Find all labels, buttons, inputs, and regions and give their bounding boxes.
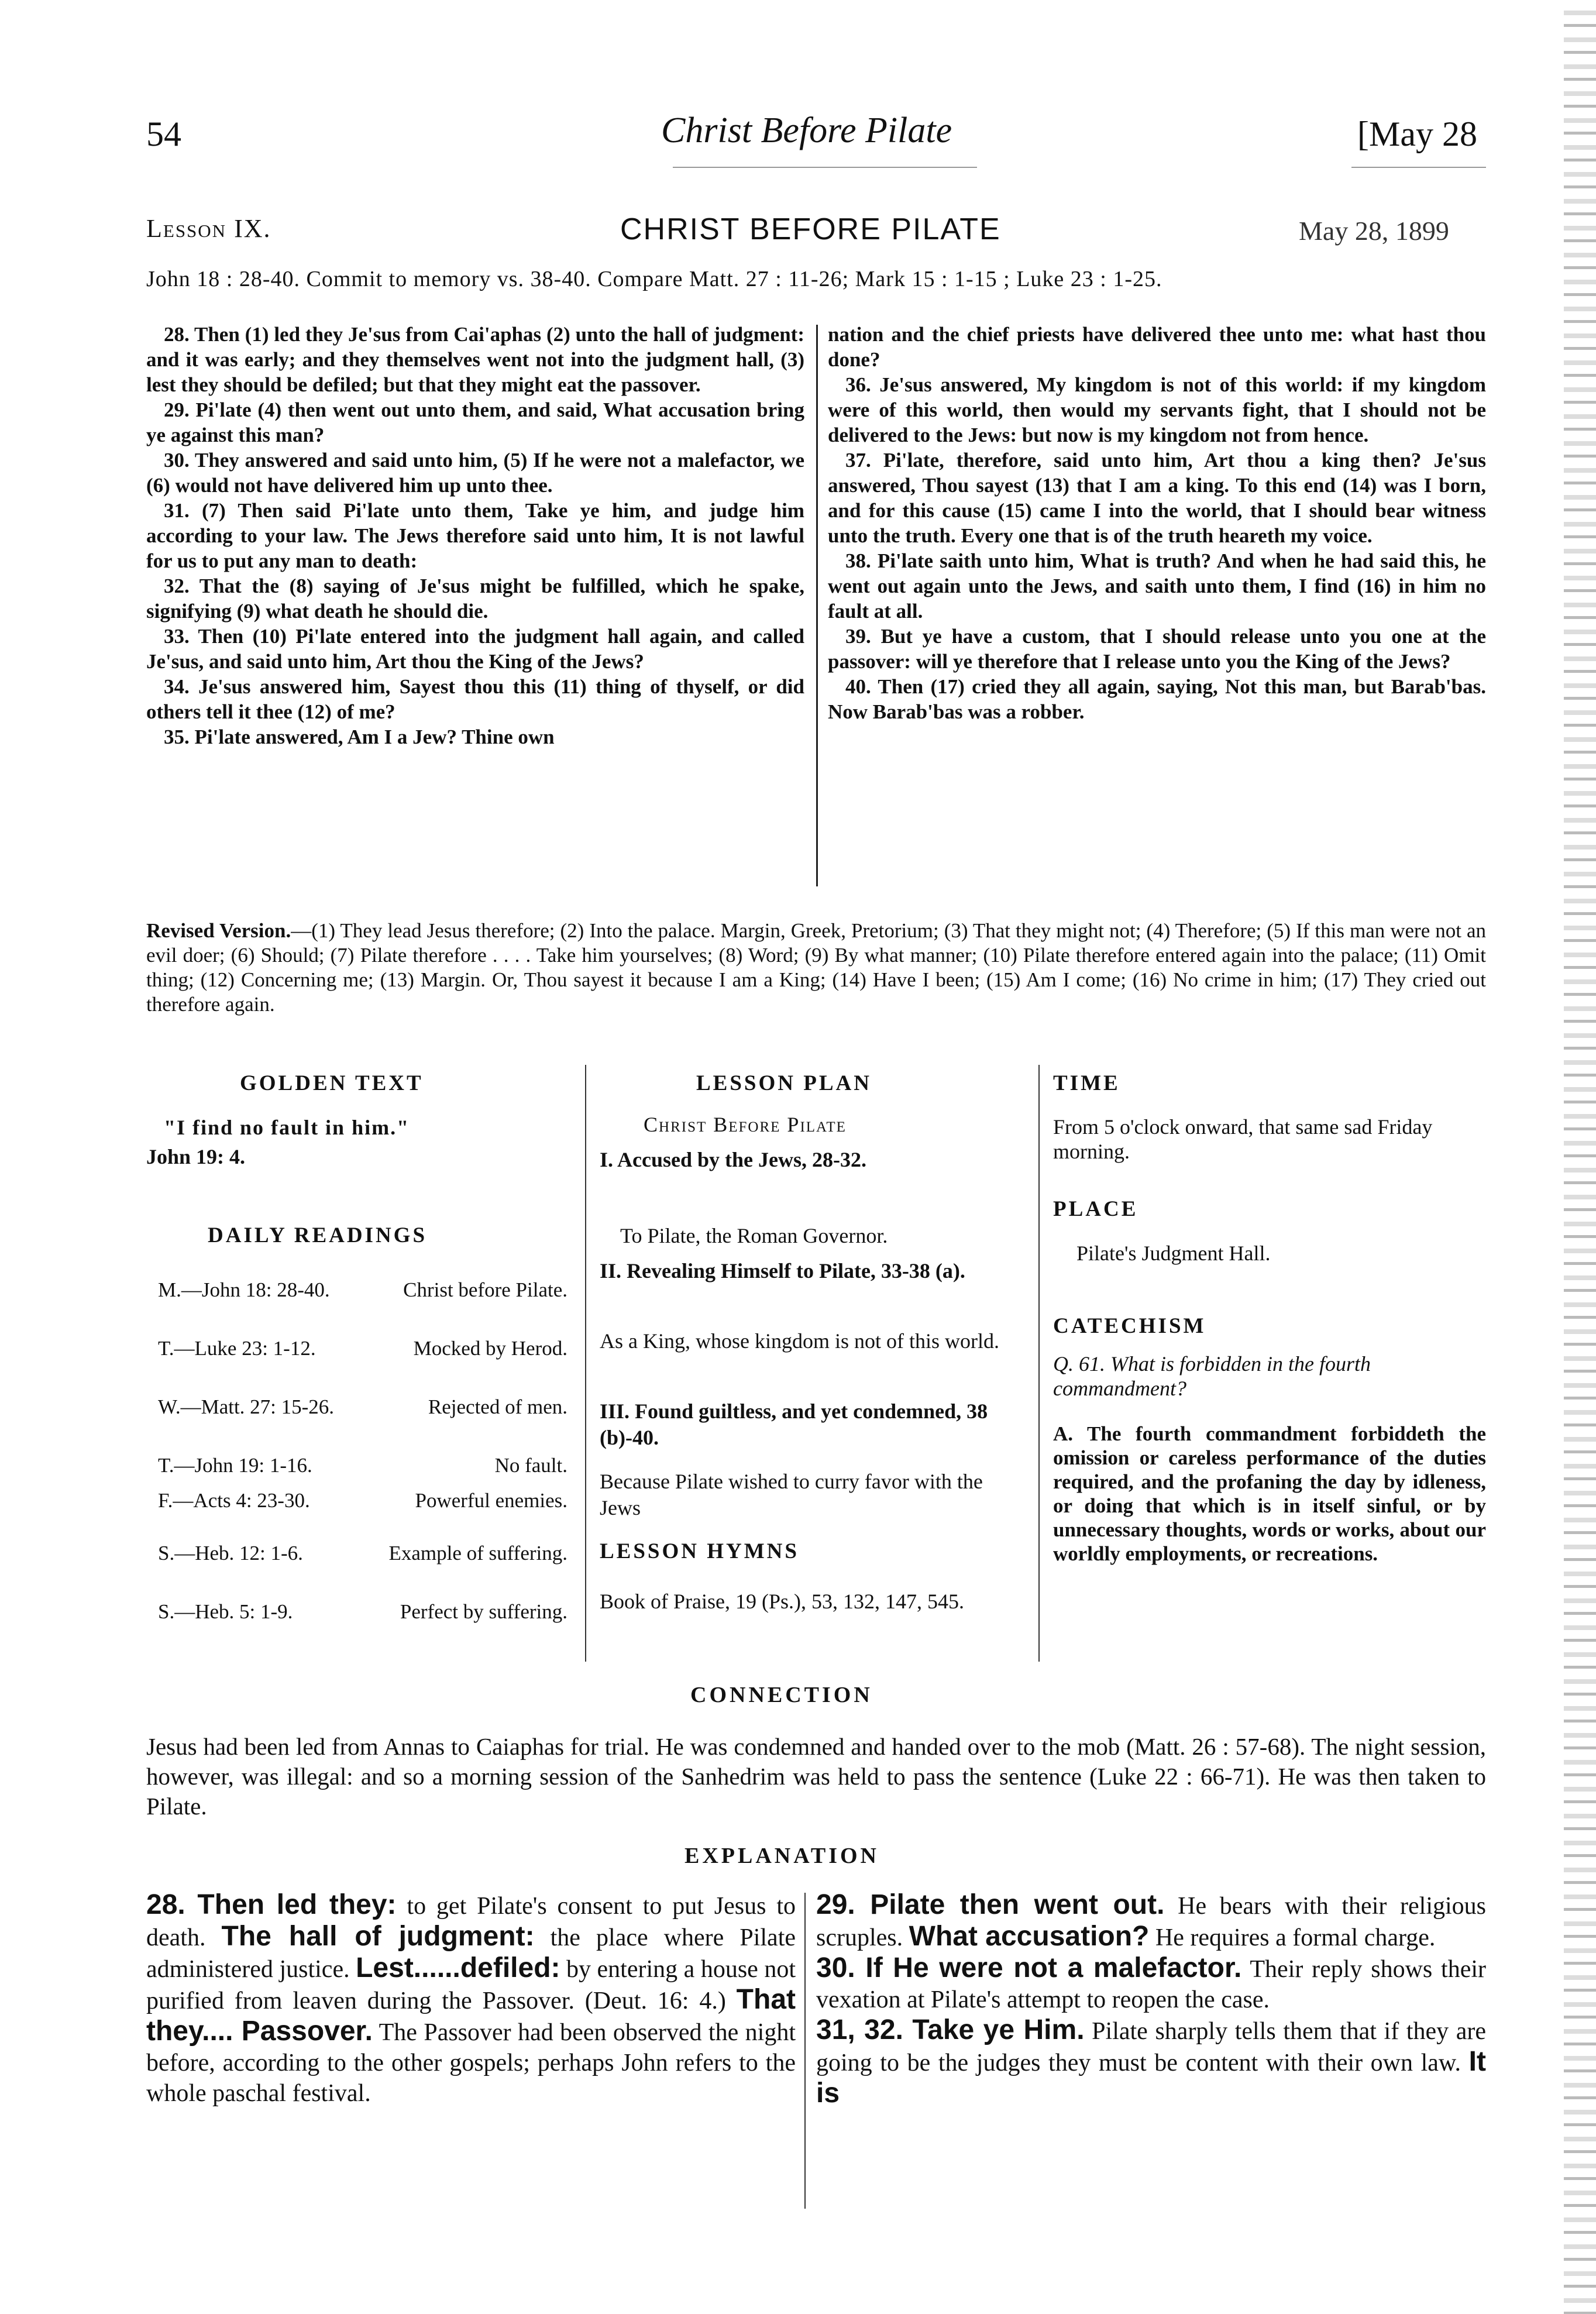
golden-text-ref: John 19: 4.: [146, 1145, 246, 1168]
scripture-reference: John 18 : 28-40. Commit to memory vs. 38-40. Compare Matt. 27 : 11-26; Mark 15 : 1-15 ; Luke 23 : 1-25.: [146, 267, 1162, 291]
revised-version-text: —(1) They lead Jesus therefore; (2) Into the palace. Margin, Greek, Pretorium; (3) That they might not; (4) Therefore; (5) If this man were not an evil doer; (6) Should; (7) Pilate therefore . . . . Take him yourselves; (8) Word; (9) By what manner; (10) Pilate therefore entered again into the palace; (11) Omit thing; (12) Concerning me; (13) Margin. Or, Thou sayest it because I am a King; (14) Have I been; (15) Am I come; (16) No crime in him; (17) They cried out therefore again.: [146, 919, 1486, 1016]
lesson-hymns-text: Book of Praise, 19 (Ps.), 53, 132, 147, 545.: [600, 1590, 964, 1613]
reading-item: T.—John 19: 1-16. No fault.: [158, 1454, 567, 1477]
lesson-plan-subtitle: Christ Before Pilate: [644, 1113, 847, 1136]
golden-text: "I find no fault in him.": [164, 1116, 410, 1139]
place-text: Pilate's Judgment Hall.: [1076, 1242, 1271, 1265]
reading-item: M.—John 18: 28-40. Christ before Pilate.: [158, 1278, 567, 1301]
note-key: 28. Then led they:: [146, 1889, 397, 1920]
revised-version-label: Revised Version.: [146, 919, 291, 942]
column-divider: [816, 325, 818, 886]
plan-point-3: III. Found guiltless, and yet condemned, 38 (b)-40.: [600, 1400, 988, 1449]
reading-item: S.—Heb. 5: 1-9. Perfect by suffering.: [158, 1600, 567, 1623]
catechism-heading: CATECHISM: [1053, 1314, 1206, 1338]
verse: 39. But ye have a custom, that I should release unto you one at the passover: will ye therefore that I release unto you the King of the Jews?: [828, 625, 1486, 673]
reading-item: T.—Luke 23: 1-12. Mocked by Herod.: [158, 1337, 567, 1360]
lesson-title: CHRIST BEFORE PILATE: [620, 212, 1001, 246]
place-heading: PLACE: [1053, 1197, 1138, 1221]
verse: nation and the chief priests have delivered thee unto me: what hast thou done?: [828, 323, 1486, 371]
note-key: Lest......defiled:: [356, 1952, 560, 1983]
column-rule: [585, 1065, 586, 1662]
plan-point-2: II. Revealing Himself to Pilate, 33-38 (a).: [600, 1259, 965, 1283]
catechism-answer: A. The fourth commandment forbiddeth the omission or careless performance of the duties required, and the profaning the day by idleness, or doing that which is in itself sinful, or by unnecessary thoughts, words or works, about our worldly employments, or recreations.: [1053, 1422, 1486, 1565]
reading-item: F.—Acts 4: 23-30. Powerful enemies.: [158, 1489, 567, 1512]
note-key: It is: [816, 2046, 1486, 2109]
verse: 38. Pi'late saith unto him, What is truth? And when he had said this, he went out again unto the Jews, and saith unto them, I find (16) in him no fault at all.: [828, 549, 1486, 623]
plan-point-1-text: To Pilate, the Roman Governor.: [620, 1224, 888, 1247]
note-text: Pilate sharply tells them that if they are going to be the judges they must be content with their own law.: [816, 2018, 1487, 2076]
plan-point-1: I. Accused by the Jews, 28-32.: [600, 1148, 866, 1171]
explanation-right-column: [816, 1890, 1486, 2110]
lesson-hymns-heading: LESSON HYMNS: [600, 1539, 799, 1563]
lesson-number: Lesson IX.: [146, 214, 271, 243]
header-rule: [673, 167, 977, 168]
column-rule: [804, 1893, 806, 2209]
note-key: What accusation?: [909, 1921, 1150, 1952]
page-number: 54: [146, 115, 181, 153]
scanned-page-edge: [1564, 0, 1596, 2314]
explanation-heading: EXPLANATION: [685, 1844, 879, 1868]
revised-version-notes: [146, 919, 1486, 1017]
scripture-right-column: [828, 322, 1486, 724]
note-text: to get Pilate's consent to put Jesus to death.: [146, 1893, 796, 1951]
header-rule-right: [1351, 167, 1486, 168]
note-key: The hall of judgment:: [221, 1921, 535, 1952]
verse: 37. Pi'late, therefore, said unto him, Art thou a king then? Je'sus answered, Thou sayest (13) that I am a king. To this end (14) was I born, and for this cause (15) came I into the world, that I should bear witness unto the truth. Every one that is of the truth heareth my voice.: [828, 449, 1486, 547]
verse: 31. (7) Then said Pi'late unto them, Take ye him, and judge him according to your law. The Jews therefore said unto him, It is not lawful for us to put any man to death:: [146, 499, 804, 572]
note-key: 31, 32. Take ye Him.: [816, 2014, 1085, 2045]
golden-text-heading: GOLDEN TEXT: [240, 1071, 424, 1095]
note-key: 30. If He were not a malefactor.: [816, 1952, 1242, 1983]
note-text: He requires a formal charge.: [1149, 1924, 1436, 1951]
verse: 28. Then (1) led they Je'sus from Cai'aphas (2) unto the hall of judgment: and it was early; and they themselves went not into the judgment hall, (3) lest they should be defiled; but that they might eat the passover.: [146, 323, 804, 396]
verse: 29. Pi'late (4) then went out unto them, and said, What accusation bring ye against this man?: [146, 398, 804, 446]
verse: 30. They answered and said unto him, (5) If he were not a malefactor, we (6) would not have delivered him up unto thee.: [146, 449, 804, 497]
explanation-left-column: [146, 1890, 796, 2109]
catechism-question: Q. 61. What is forbidden in the fourth commandment?: [1053, 1352, 1371, 1400]
note-text: He bears with their religious scruples.: [816, 1893, 1486, 1951]
verse: 33. Then (10) Pi'late entered into the judgment hall again, and called Je'sus, and said unto him, Art thou the King of the Jews?: [146, 625, 804, 673]
lesson-plan-heading: LESSON PLAN: [696, 1071, 872, 1095]
note-text: Their reply shows their vexation at Pilate's attempt to reopen the case.: [816, 1956, 1486, 2013]
verse: 35. Pi'late answered, Am I a Jew? Thine own: [164, 726, 555, 748]
time-text: From 5 o'clock onward, that same sad Friday morning.: [1053, 1115, 1433, 1163]
plan-point-2-text: As a King, whose kingdom is not of this world.: [600, 1329, 999, 1353]
verse: 36. Je'sus answered, My kingdom is not of this world: if my kingdom were of this world, then would my servants fight, that I should not be delivered to the Jews: but now is my kingdom not from hence.: [828, 373, 1486, 446]
note-text: the place where Pilate administered justice.: [146, 1924, 796, 1983]
note-text: by entering a house not purified from leaven during the Passover. (Deut. 16: 4.): [146, 1956, 796, 2014]
lesson-date: May 28, 1899: [1299, 216, 1449, 246]
running-date: [May 28: [1357, 115, 1477, 153]
plan-point-3-text: Because Pilate wished to curry favor with the Jews: [600, 1470, 983, 1519]
column-rule: [1038, 1065, 1040, 1662]
connection-text: Jesus had been led from Annas to Caiaphas for trial. He was condemned and handed over to the mob (Matt. 26 : 57-68). The night session, however, was illegal: and so a morning session of the Sanhedrim was held to pass the sentence (Luke 22 : 66-71). He was then taken to Pilate.: [146, 1733, 1486, 1820]
verse: 34. Je'sus answered him, Sayest thou this (11) thing of thyself, or did others tell it thee (12) of me?: [146, 675, 804, 723]
reading-item: S.—Heb. 12: 1-6. Example of suffering.: [158, 1542, 567, 1565]
daily-readings-heading: DAILY READINGS: [208, 1223, 428, 1247]
note-key: 29. Pilate then went out.: [816, 1889, 1165, 1920]
note-text: The Passover had been observed the night before, according to the other gospels; perhaps John refers to the whole paschal festival.: [146, 2019, 796, 2107]
connection-heading: CONNECTION: [690, 1683, 873, 1707]
running-title: Christ Before Pilate: [661, 111, 952, 150]
note-key: That they.... Passover.: [146, 1984, 796, 2047]
scripture-left-column: [146, 322, 804, 749]
time-heading: TIME: [1053, 1071, 1120, 1095]
verse: 32. That the (8) saying of Je'sus might be fulfilled, which he spake, signifying (9) what death he should die.: [146, 575, 804, 623]
verse: 40. Then (17) cried they all again, saying, Not this man, but Barab'bas. Now Barab'bas was a robber.: [828, 675, 1486, 723]
reading-item: W.—Matt. 27: 15-26. Rejected of men.: [158, 1395, 567, 1418]
